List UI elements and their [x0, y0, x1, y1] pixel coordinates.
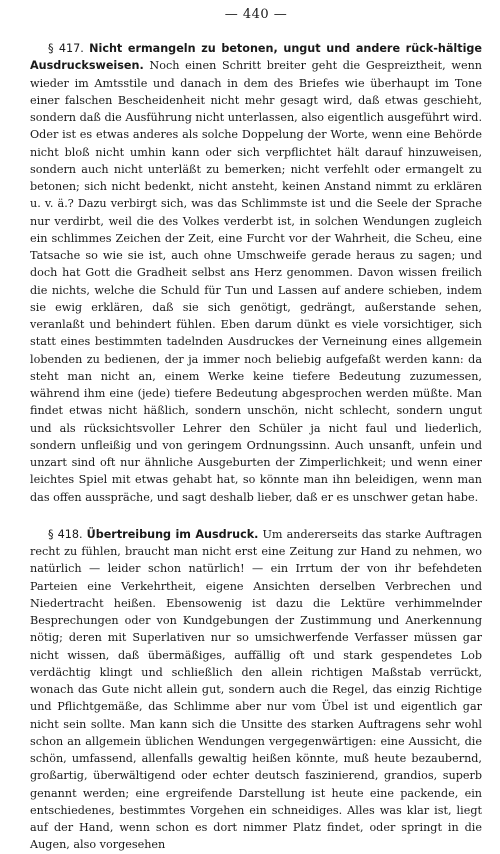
- section-number: § 418.: [48, 527, 83, 541]
- section-body: Noch einen Schritt breiter geht die Gespreiztheit, wenn wieder im Amtsstile und danach in dem des Briefes wie überhaupt im Tone einer falschen Bescheidenheit nicht mehr gesagt wird, daß etwas geschieht, sondern daß die Ausführung nicht unterlassen, also eigentlich ausgeführt wird. Oder ist es etwas anderes als solche Doppelung der Worte, wenn eine Behörde nicht bloß nicht umhin kann oder sich verpflichtet hält darauf hinzuweisen, sondern auch nicht unterläßt zu bemerken; nicht verfehlt oder ermangelt zu betonen; sich nicht bedenkt, nicht ansteht, keinen Anstand nimmt zu erklären u. v. ä.? Dazu verbirgt sich, was das Schlimmste ist und die Seele der Sprache nur verdirbt, weil die des Volkes verderbt ist, in solchen Wendungen zugleich ein schlimmes Zeichen der Zeit, eine Furcht vor der Wahrheit, die Scheu, eine Tatsache so wie sie ist, auch ohne Umschweife gerade heraus zu sagen; und doch hat Gott die Gradheit selbst ans Herz genommen. Davon wissen freilich die nichts, welche die Schuld für Tun und Lassen auf andere schieben, indem sie ewig erklären, daß sie sich genötigt, gedrängt, außerstande sehen, veranlaßt und behindert fühlen. Eben darum dünkt es viele vorsichtiger, sich statt eines bestimmten tadelnden Ausdruckes der Verneinung eines allgemein lobenden zu bedienen, der ja immer noch beliebig aufgefaßt werden kann: da steht man nicht an, einem Werke keine tiefere Bedeutung zuzumessen, während ihm eine (jede) tiefere Bedeutung abgesprochen werden müßte. Man findet etwas nicht häßlich, sondern unschön, nicht schlecht, sondern ungut und als rücksichtsvoller Lehrer den Schüler ja nicht faul und liederlich, sondern unfleißig und von geringem Ordnungssinn. Auch unsanft, unfein und unzart sind oft nur ähnliche Ausgeburten der Zimperlichkeit; und wenn einer leichtes Spiel mit etwas gehabt hat, so könnte man ihn beleidigen, wenn man das offen ausspräche, und sagt deshalb lieber, daß er es unschwer getan habe.: [30, 59, 482, 504]
- section-title: Nicht ermangeln zu betonen, ungut und andere rück-hältige Ausdrucksweisen.: [30, 42, 483, 73]
- section-body: Um andererseits das starke Auftragen recht zu fühlen, braucht man nicht erst eine Zeitung zur Hand zu nehmen, wo natürlich — leider schon natürlich! — ein Irrtum der von ihr befehdeten Parteien eine Verkehrtheit, eigene Ansichten derselben Verbrechen und Niedertracht heißen. Ebensowenig ist dazu die Lektüre verhimmelnder Besprechungen oder von Kundgebungen der Zustimmung und Anerkennung nötig; deren mit Superlativen nur so umsichwerfende Verfasser müssen gar nicht wissen, daß übermäßiges, auffällig oft und stark gespendetes Lob verdächtig klingt und schließlich den allein richtigen Maßstab verrückt, wonach das Gute nicht allein gut, sondern auch die Regel, das einzig Richtige und Pflichtgemäße, das Schlimme aber nur vom Übel ist und eigentlich gar nicht sein sollte. Man kann sich die Unsitte des starken Auftragens sehr wohl schon an allgemein üblichen Wendungen vergegenwärtigen: eine Aussicht, die schön, umfassend, allenfalls gewaltig heißen könnte, muß heute bezaubernd, großartig, überwältigend oder echter deutsch faszinierend, grandios, superb genannt werden; eine ergreifende Darstellung ist heute eine packende, ein entschiedenes, bestimmtes Vorgehen ein schneidiges. Alles was klar ist, liegt auf der Hand, wenn schon es dort nimmer Platz findet, oder springt in die Augen, also vorgesehen: [30, 527, 483, 852]
- page-number: — 440 —: [224, 7, 288, 22]
- section-417: [30, 40, 482, 506]
- section-number: § 417.: [48, 42, 84, 55]
- section-418: [30, 526, 482, 854]
- section-title: Übertreibung im Ausdruck.: [86, 527, 259, 541]
- book-page: [30, 6, 483, 852]
